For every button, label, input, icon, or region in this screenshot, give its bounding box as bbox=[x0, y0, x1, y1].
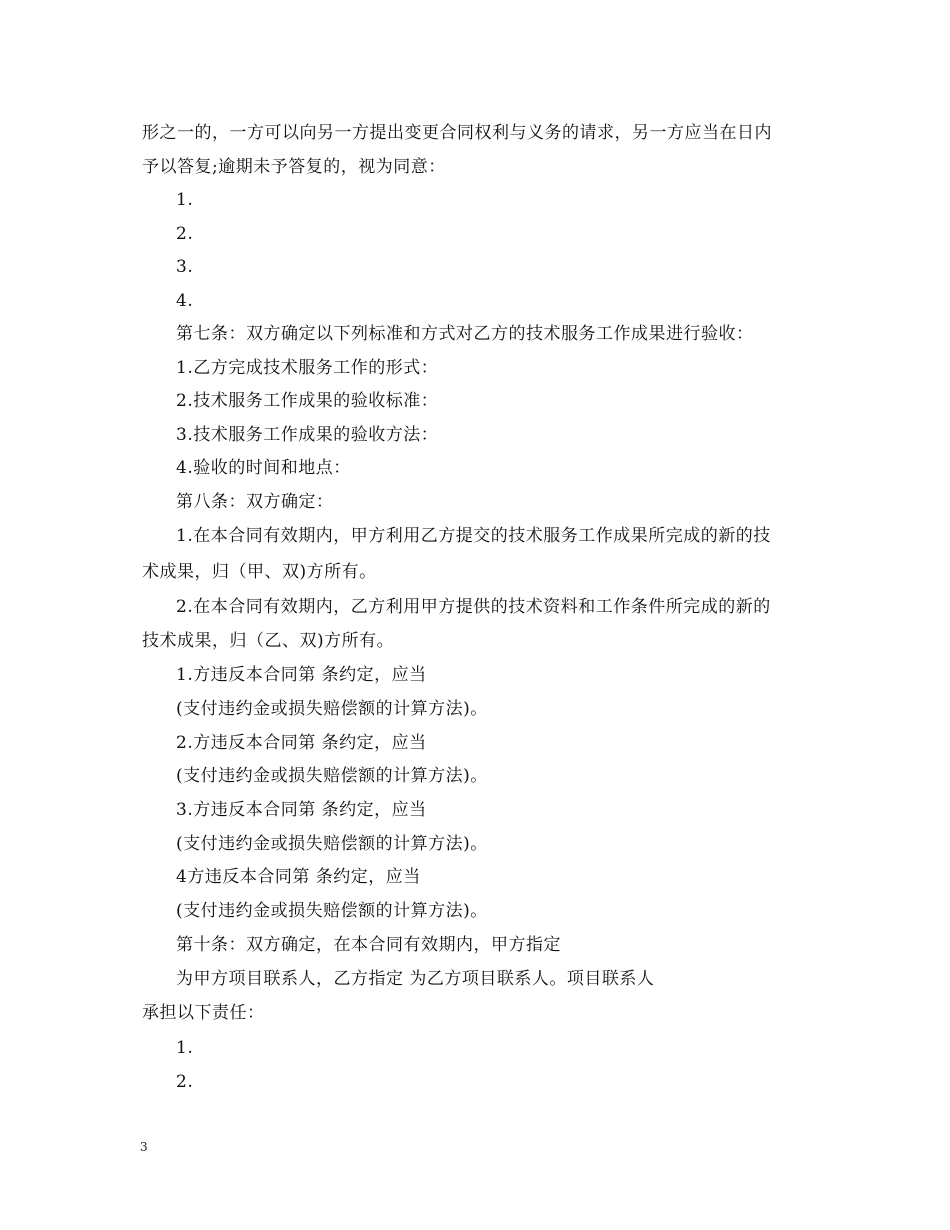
paragraph-line: 技术成果，归（乙、双)方所有。 bbox=[142, 631, 395, 651]
page-number: 3 bbox=[140, 1140, 148, 1154]
list-item: 1. bbox=[176, 1038, 194, 1058]
list-item: 3.技术服务工作成果的验收方法： bbox=[176, 425, 439, 445]
clause-heading: 第八条：双方确定： bbox=[176, 492, 334, 512]
list-item: 4方违反本合同第 条约定，应当 bbox=[176, 867, 421, 887]
list-item: 1.方违反本合同第 条约定，应当 bbox=[176, 665, 427, 685]
paragraph-line: (支付违约金或损失赔偿额的计算方法)。 bbox=[176, 699, 488, 719]
paragraph-line: 为甲方项目联系人，乙方指定 为乙方项目联系人。项目联系人 bbox=[176, 969, 655, 989]
list-item: 2.技术服务工作成果的验收标准： bbox=[176, 391, 439, 411]
paragraph-line: 1.在本合同有效期内，甲方利用乙方提交的技术服务工作成果所完成的新的技 bbox=[176, 526, 771, 546]
list-item: 3. bbox=[176, 257, 194, 277]
list-item: 2. bbox=[176, 1072, 194, 1092]
list-item: 4.验收的时间和地点： bbox=[176, 458, 351, 478]
paragraph-line: 承担以下责任： bbox=[142, 1003, 265, 1023]
paragraph-line: (支付违约金或损失赔偿额的计算方法)。 bbox=[176, 834, 488, 854]
list-item: 3.方违反本合同第 条约定，应当 bbox=[176, 800, 427, 820]
clause-heading: 第七条：双方确定以下列标准和方式对乙方的技术服务工作成果进行验收： bbox=[176, 324, 754, 344]
list-item: 2.方违反本合同第 条约定，应当 bbox=[176, 733, 427, 753]
paragraph-line: 术成果，归（甲、双)方所有。 bbox=[142, 562, 377, 582]
paragraph-line: 予以答复;逾期未予答复的，视为同意： bbox=[142, 157, 446, 177]
paragraph-line: 2.在本合同有效期内，乙方利用甲方提供的技术资料和工作条件所完成的新的 bbox=[176, 597, 771, 617]
paragraph-line: 形之一的，一方可以向另一方提出变更合同权利与义务的请求，另一方应当在日内 bbox=[142, 123, 772, 143]
list-item: 4. bbox=[176, 291, 194, 311]
paragraph-line: (支付违约金或损失赔偿额的计算方法)。 bbox=[176, 766, 488, 786]
paragraph-line: (支付违约金或损失赔偿额的计算方法)。 bbox=[176, 901, 488, 921]
list-item: 2. bbox=[176, 224, 194, 244]
list-item: 1.乙方完成技术服务工作的形式： bbox=[176, 358, 439, 378]
clause-heading: 第十条：双方确定，在本合同有效期内，甲方指定 bbox=[176, 935, 561, 955]
list-item: 1. bbox=[176, 190, 194, 210]
